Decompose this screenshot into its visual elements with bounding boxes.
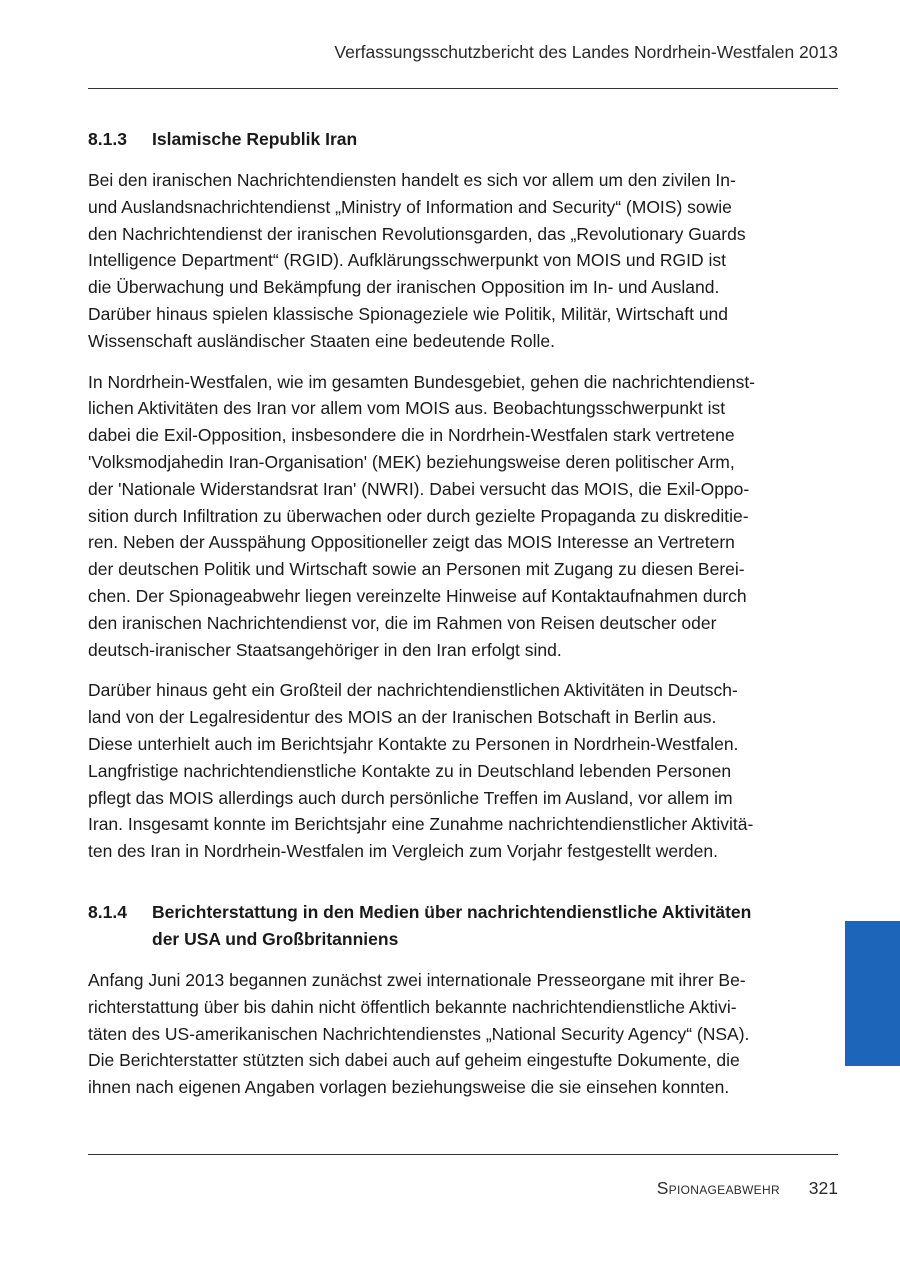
section-title-line: der USA und Großbritanniens xyxy=(152,928,399,949)
text-line: richterstattung über bis dahin nicht öffentlich bekannte nachrichtendienstliche Aktivi- xyxy=(88,996,737,1017)
section-number: 8.1.4 xyxy=(88,901,127,922)
text-line: ten des Iran in Nordrhein-Westfalen im Vergleich zum Vorjahr festgestellt werden. xyxy=(88,841,718,862)
text-line: Anfang Juni 2013 begannen zunächst zwei internationale Presseorgane mit ihrer Be- xyxy=(88,969,746,990)
section-heading-8-1-3 xyxy=(88,126,808,153)
text-line: 'Volksmodjahedin Iran-Organisation' (MEK) beziehungsweise deren politischer Arm, xyxy=(88,451,735,472)
paragraph xyxy=(88,167,808,355)
text-line: und Auslandsnachrichtendienst „Ministry of Information and Security“ (MOIS) sowie xyxy=(88,196,732,217)
section-title-line: Berichterstattung in den Medien über nachrichtendienstliche Aktivitäten xyxy=(152,901,752,922)
text-line: Wissenschaft ausländischer Staaten eine bedeutende Rolle. xyxy=(88,330,555,351)
text-line: chen. Der Spionageabwehr liegen vereinzelte Hinweise auf Kontaktaufnahmen durch xyxy=(88,585,747,606)
text-line: Langfristige nachrichtendienstliche Kontakte zu in Deutschland lebenden Personen xyxy=(88,760,732,781)
text-line: Die Berichterstatter stützten sich dabei auch auf geheim eingestufte Dokumente, die xyxy=(88,1050,740,1071)
text-line: In Nordrhein-Westfalen, wie im gesamten Bundesgebiet, gehen die nachrichtendienst- xyxy=(88,371,756,392)
text-line: die Überwachung und Bekämpfung der iranischen Opposition im In- und Ausland. xyxy=(88,277,720,298)
page-footer xyxy=(657,1178,838,1199)
paragraph xyxy=(88,677,808,865)
section-heading-8-1-4 xyxy=(88,899,808,953)
text-line: den Nachrichtendienst der iranischen Revolutionsgarden, das „Revolutionary Guards xyxy=(88,223,746,244)
text-line: der 'Nationale Widerstandsrat Iran' (NWRI). Dabei versucht das MOIS, die Exil-Oppo- xyxy=(88,478,750,499)
footer-rule xyxy=(88,1154,838,1155)
text-line: Iran. Insgesamt konnte im Berichtsjahr eine Zunahme nachrichtendienstlicher Aktivitä- xyxy=(88,814,754,835)
paragraph xyxy=(88,967,808,1101)
page-number: 321 xyxy=(808,1178,838,1198)
running-header: Verfassungsschutzbericht des Landes Nordrhein-Westfalen 2013 xyxy=(334,42,838,62)
text-line: ihnen nach eigenen Angaben vorlagen beziehungsweise die sie einsehen konnten. xyxy=(88,1077,730,1098)
text-line: Darüber hinaus spielen klassische Spionageziele wie Politik, Militär, Wirtschaft und xyxy=(88,303,729,324)
text-line: ren. Neben der Ausspähung Oppositioneller zeigt das MOIS Interesse an Vertretern xyxy=(88,532,735,553)
text-line: sition durch Infiltration zu überwachen oder durch gezielte Propaganda zu diskreditie- xyxy=(88,505,749,526)
page-body xyxy=(88,126,808,1115)
text-line: täten des US-amerikanischen Nachrichtendienstes „National Security Agency“ (NSA). xyxy=(88,1023,750,1044)
text-line: den iranischen Nachrichtendienst vor, die im Rahmen von Reisen deutscher oder xyxy=(88,612,717,633)
text-line: der deutschen Politik und Wirtschaft sowie an Personen mit Zugang zu diesen Berei- xyxy=(88,559,745,580)
paragraph xyxy=(88,369,808,664)
text-line: Diese unterhielt auch im Berichtsjahr Kontakte zu Personen in Nordrhein-Westfalen. xyxy=(88,733,739,754)
text-line: Bei den iranischen Nachrichtendiensten handelt es sich vor allem um den zivilen In- xyxy=(88,170,736,190)
text-line: Darüber hinaus geht ein Großteil der nachrichtendienstlichen Aktivitäten in Deutsch- xyxy=(88,680,738,701)
text-line: deutsch-iranischer Staatsangehöriger in den Iran erfolgt sind. xyxy=(88,639,562,660)
header-rule xyxy=(88,88,838,89)
text-line: land von der Legalresidentur des MOIS an der Iranischen Botschaft in Berlin aus. xyxy=(88,707,717,728)
section-number: 8.1.3 xyxy=(88,129,127,149)
text-line: Intelligence Department“ (RGID). Aufklärungsschwerpunkt von MOIS und RGID ist xyxy=(88,250,727,271)
text-line: lichen Aktivitäten des Iran vor allem vom MOIS aus. Beobachtungsschwerpunkt ist xyxy=(88,398,726,419)
chapter-thumb-tab xyxy=(845,921,900,1066)
section-title: Islamische Republik Iran xyxy=(152,129,358,149)
text-line: pflegt das MOIS allerdings auch durch persönliche Treffen im Ausland, vor allem im xyxy=(88,787,733,808)
section-title xyxy=(152,899,808,953)
footer-section-name: Spionageabwehr xyxy=(656,1178,780,1198)
text-line: dabei die Exil-Opposition, insbesondere die in Nordrhein-Westfalen stark vertretene xyxy=(88,425,735,446)
